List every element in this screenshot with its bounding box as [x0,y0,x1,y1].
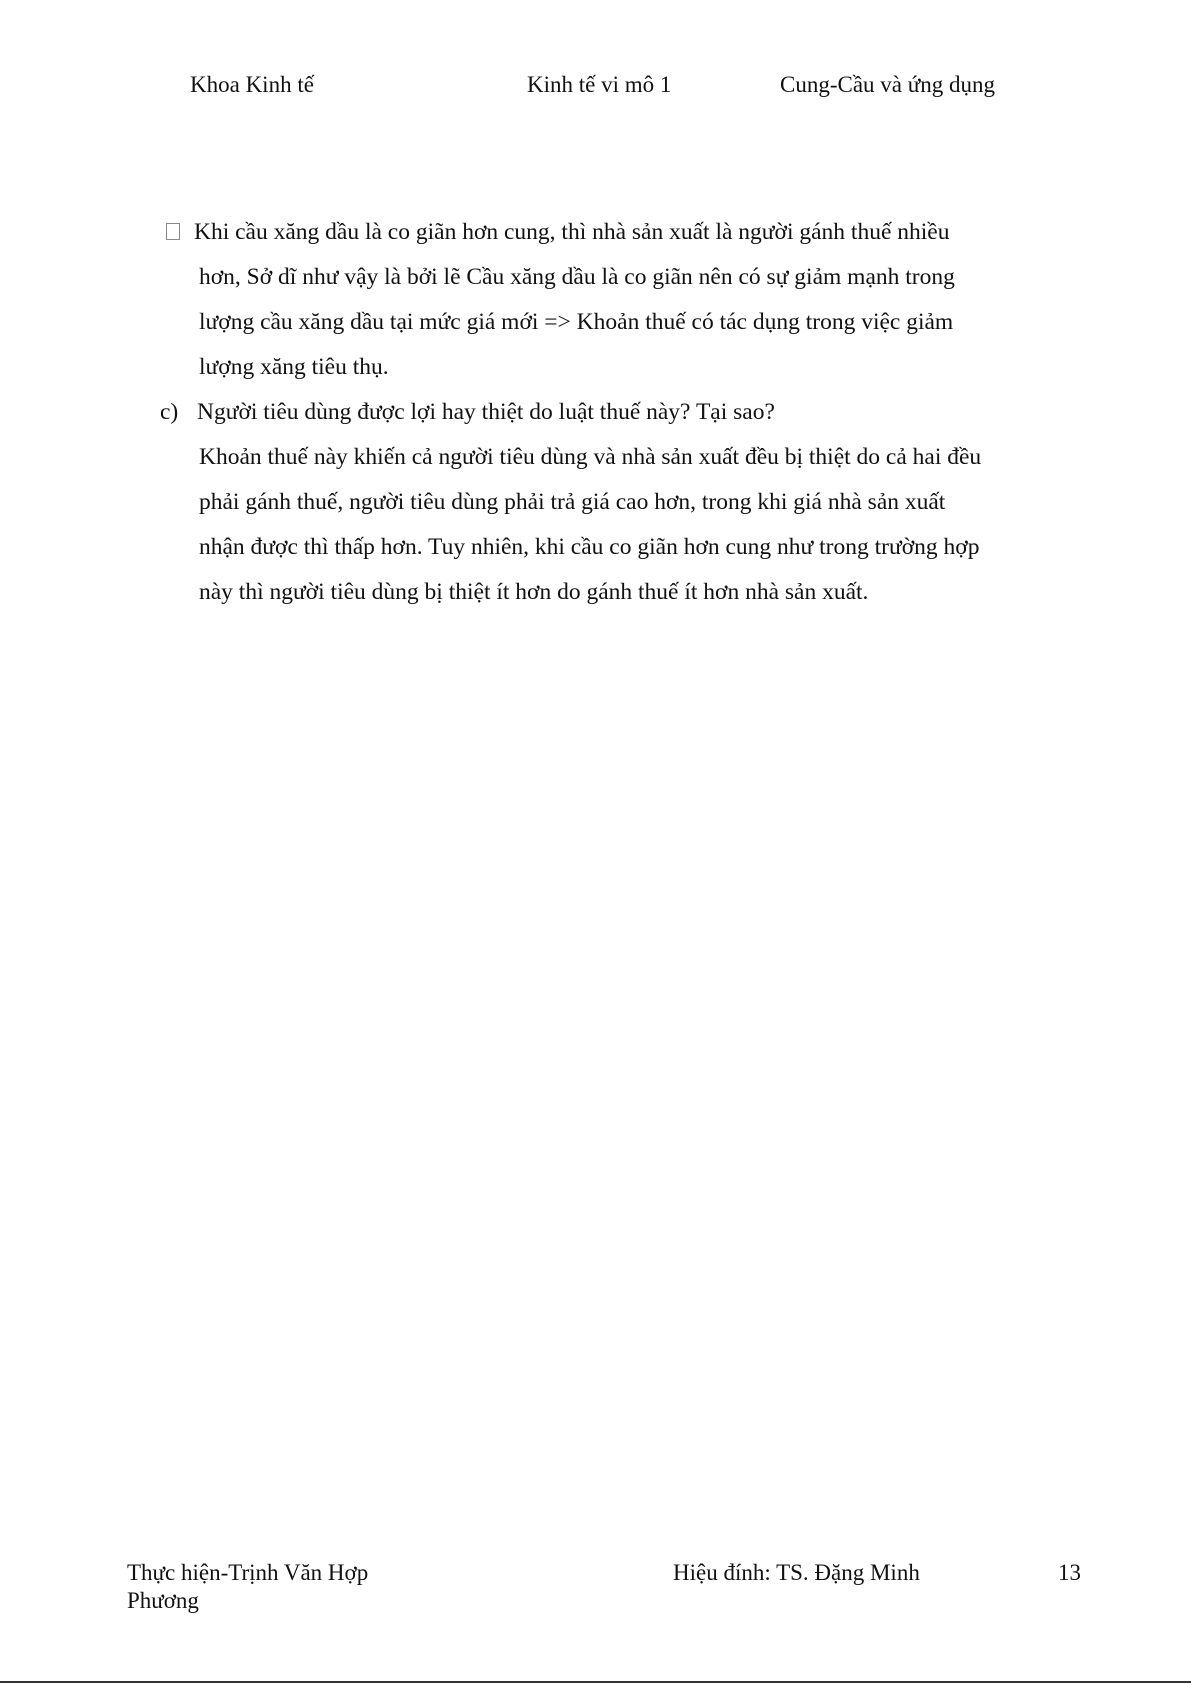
header-center: Kinh tế vi mô 1 [527,72,672,97]
bullet-line: hơn, Sở dĩ như vậy là bởi lẽ Cầu xăng dầu là co giãn nên có sự giảm mạnh trong [199,264,955,290]
header-left: Khoa Kinh tế [190,72,314,97]
footer-author: Thực hiện-Trịnh Văn Hợp [127,1560,369,1585]
page-body [160,210,1080,615]
question-text: Người tiêu dùng được lợi hay thiệt do luật thuế này? Tại sao? [197,399,775,425]
page-number: 13 [1058,1560,1081,1585]
footer-reviewer: Hiệu đính: TS. Đặng Minh [673,1560,920,1585]
bullet-line: Khi cầu xăng dầu là co giãn hơn cung, thì nhà sản xuất là người gánh thuế nhiều [194,219,950,245]
answer-line: nhận được thì thấp hơn. Tuy nhiên, khi cầu co giãn hơn cung như trong trường hợp [199,534,980,560]
header-right: Cung-Cầu và ứng dụng [780,72,995,97]
answer-line: phải gánh thuế, người tiêu dùng phải trả giá cao hơn, trong khi giá nhà sản xuất [199,489,946,515]
bullet-line: lượng cầu xăng dầu tại mức giá mới => Khoản thuế có tác dụng trong việc giảm [199,309,954,335]
answer-line: này thì người tiêu dùng bị thiệt ít hơn do gánh thuế ít hơn nhà sản xuất. [199,579,869,605]
bullet-paragraph [160,210,1080,390]
question-line [160,390,1080,435]
answer-line: Khoản thuế này khiến cả người tiêu dùng và nhà sản xuất đều bị thiệt do cả hai đều [199,444,982,470]
footer-author-cont: Phương [127,1588,199,1613]
answer-paragraph [160,435,1080,615]
bullet-first-line [160,210,1080,255]
bullet-box-icon [166,223,180,240]
bottom-rule [0,1681,1191,1683]
question-label: c) [160,399,179,425]
bullet-line: lượng xăng tiêu thụ. [199,354,389,380]
